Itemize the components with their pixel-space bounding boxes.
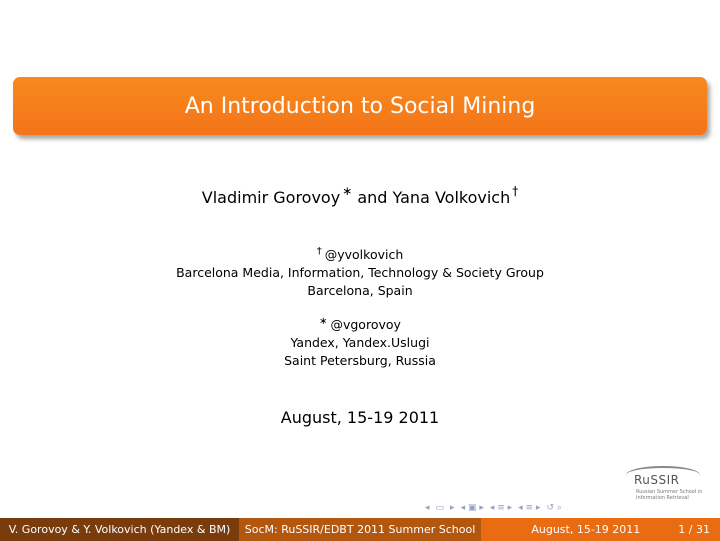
affiliation-2-handle: @vgorovoy — [330, 317, 401, 332]
affiliation-2-org: Yandex, Yandex.Uslugi — [290, 335, 430, 350]
affiliation-1-mark: † — [316, 246, 322, 257]
nav-right-icon[interactable]: ▸ — [450, 503, 455, 513]
align-icon[interactable]: ◂ ≡ ▸ — [518, 503, 541, 513]
authors-connector: and — [357, 188, 388, 207]
slide-title: An Introduction to Social Mining — [184, 93, 536, 119]
affiliation-2-location: Saint Petersburg, Russia — [284, 353, 436, 368]
search-icon[interactable]: ↺ ⌕ — [546, 503, 562, 513]
footer-authors: V. Gorovoy & Y. Volkovich (Yandex & BM) — [0, 518, 239, 541]
author-1: Vladimir Gorovoy — [201, 188, 341, 207]
authors-line — [0, 184, 720, 207]
frame-icon[interactable]: ▭ — [435, 503, 445, 513]
affiliation-1-handle: @yvolkovich — [324, 247, 404, 262]
beamer-navigation — [425, 503, 562, 513]
author-1-mark: ∗ — [342, 184, 353, 198]
footer-right — [481, 518, 720, 541]
footer-event: SocM: RuSSIR/EDBT 2011 Summer School — [239, 518, 481, 541]
footer-page-number: 1 / 31 — [678, 523, 710, 536]
affiliation-1-location: Barcelona, Spain — [307, 283, 413, 298]
affiliation-2-mark: ∗ — [319, 316, 328, 327]
logo-name: RuSSIR — [634, 473, 680, 487]
title-box — [13, 77, 707, 135]
author-2-mark: † — [512, 184, 519, 198]
affiliation-1-org: Barcelona Media, Information, Technology & Society Group — [176, 265, 544, 280]
russir-logo — [634, 470, 704, 504]
section-icon[interactable]: ◂ ≡ ▸ — [489, 503, 513, 513]
author-2: Yana Volkovich — [392, 188, 511, 207]
footer-date: August, 15-19 2011 — [531, 523, 641, 536]
subsection-icon[interactable]: ◂ ▣ ▸ — [460, 503, 484, 513]
affiliation-1 — [0, 243, 720, 300]
nav-left-icon[interactable]: ◂ — [425, 503, 430, 513]
footer-bar — [0, 518, 720, 541]
logo-subtitle: Russian Summer School in Information Retrieval — [636, 489, 703, 501]
presentation-date: August, 15-19 2011 — [280, 408, 440, 427]
affiliation-2 — [0, 313, 720, 370]
